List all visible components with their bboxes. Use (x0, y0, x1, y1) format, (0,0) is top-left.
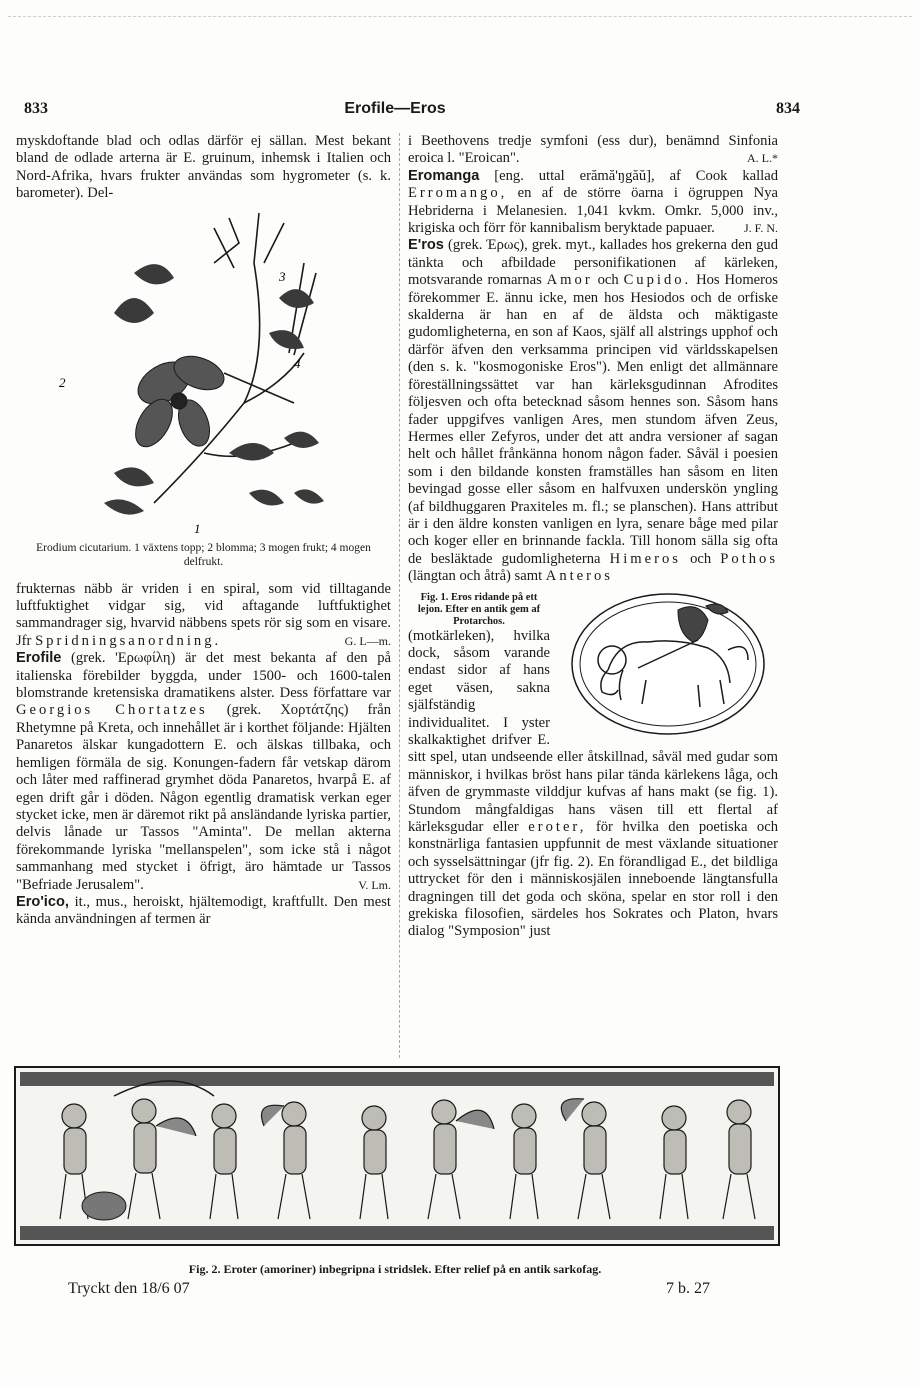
plant-label-4: 4 (293, 355, 300, 371)
signature-mark: 7 b. 27 (666, 1280, 710, 1297)
signature-jfn: J. F. N. (743, 221, 778, 236)
headword-eros: E'ros (408, 237, 444, 254)
page-number-left: 833 (24, 100, 48, 117)
erodium-illustration (54, 203, 354, 539)
headword-erofile: Erofile (16, 650, 62, 667)
signature-al: A. L.* (747, 151, 778, 166)
left-column (16, 133, 391, 929)
headword-eroico: Ero'ico, (16, 893, 69, 910)
eros-lion-gem-illustration (568, 590, 768, 738)
author-name: Georgios Chortatzes (16, 702, 208, 719)
running-title: Erofile—Eros (344, 100, 446, 117)
plant-caption: Erodium cicutarium. 1 växtens topp; 2 blomma; 3 mogen frukt; 4 mogen delfrukt. (36, 541, 371, 568)
erodium-paragraph-2: frukternas näbb är vriden i en spiral, som vid tilltagande luftfuktighet vidgar sig, vid aftagande luftfuktighet sammandrager sig, hvarvid näbbens spets rör sig som en visare. Jfr Spridningsanordning. G. L—m. (16, 580, 391, 649)
erromango-name: Erromango, (408, 185, 508, 202)
fig2-caption: Fig. 2. Eroter (amoriner) inbegripna i stridslek. Efter relief på en antik sarkofag. (188, 1262, 602, 1276)
headword-eromanga: Eromanga (408, 167, 480, 184)
plant-label-1: 1 (193, 520, 200, 536)
print-date: Tryckt den 18/6 07 (68, 1280, 190, 1297)
plant-label-2: 2 (58, 374, 65, 390)
cross-reference[interactable]: Spridningsanordning. (35, 632, 222, 649)
eroter-relief-illustration (14, 1066, 780, 1246)
eroico-entry: Ero'ico, it., mus., heroiskt, hjältemodigt, kraftfullt. Den mest kända användningen af termen är (16, 893, 391, 928)
plant-label-3: 3 (278, 268, 285, 284)
fig1-caption: Fig. 1. Eros ridande på ett lejon. Efter en antik gem af Protarchos. (417, 591, 541, 627)
top-rule (8, 16, 912, 17)
eroico-continued: i Beethovens tredje symfoni (ess dur), benämnd Sinfonia eroica l. "Eroican". A. L.* (408, 133, 778, 167)
column-divider (399, 133, 400, 1058)
page-number-right: 834 (776, 100, 800, 117)
signature-glm: G. L—m. (344, 633, 391, 648)
eros-entry: E'ros (grek. Έρως), grek. myt., kallades hos grekerna den gud tänkta och afbildade personifikationen af kärleken, motsvarande romarnas Amor och Cupido. Hos Homeros förekommer E. ännu icke, men hos Hesiodos och de orfiske skalderna är han en af de äldsta och mäktigaste gudomligheterna, en son af Kaos, själf all alstrings upphof och därför äfven den verksamma principen vid världsskapelsen (den s. k. "kosmogoniske Eros"). Men enligt det allmännare föreställningssättet var han kärleksgudinnan Afrodites följesven och ofta betecknad såsom hennes son. Såsom hans fader uppgifves vanligen Ares, men stundom äfven Zeus, Hermes eller Zefyros, under det att andra versioner af sagan helt och hållet frånkänna honom någon fader. Såväl i poesien som i den bildande konsten framställes han såsom en liten bevingad gosse eller såsom en halfvuxen underskön yngling (af bildhuggaren Praxiteles m. fl.; se planschen). Hans attribut är i den äldre konsten vanligen en lyra, senare båge med pilar och koger eller en brinnande fackla. Till honom sälla sig ofta de besläktade gudomligheterna Himeros och Pothos (längtan och åtrå) samt Anteros (408, 237, 778, 585)
right-column: i Beethovens tredje symfoni (ess dur), benämnd Sinfonia eroica l. "Eroican". A. L.* Eromanga [eng. uttal erămă'ŋgăŭ], af Cook kallad Erromango, en af de större öarna i ögruppen Nya Hebriderna i Melanesien. 1,041 kvkm. Omkr. 5,000 inv., krigiska och förr för kannibalism beryktade papuaer. J. F. N. E'ros (grek. Έρως), grek. myt., kallades hos grekerna den gud tänkta och afbildade personifikationen af kärleken, motsvarande romarnas Amor och Cupido. Hos Homeros förekommer E. ännu icke, men hos Hesiodos och de orfiske skalderna är han en af de äldsta och mäktigaste gudomligheterna, en son af Kaos, själf all alstrings upphof och därför äfven den verksamma principen vid världsskapelsen (den s. k. "kosmogoniske Eros"). Men enligt det allmännare föreställningssättet var han kärleksgudinnan Afrodites följesven och ofta betecknad såsom hennes son. Såsom hans fader uppgifves vanligen Ares, men stundom äfven Zeus, Hermes eller Zefyros, under det att andra versioner af sagan helt och hållet frånkänna honom någon fader. Såväl i poesien som i den bildande konsten framställes han såsom en liten bevingad gosse eller såsom en halfvuxen underskön yngling (af bildhuggaren Praxiteles m. fl.; se planschen). Hans attribut är i den äldre konsten vanligen en lyra, senare båge med pilar och koger eller en brinnande fackla. Till honom sälla sig ofta de besläktade gudomligheterna Himeros och Pothos (längtan och åtrå) samt Anteros Fig. 1. Eros ridande på ett lejon. Efter en antik gem af Protarchos. (motkärleken), hvilka dock, såsom varande endast sidor af hans eget väsen, sakna själfständig individualitet. I yster skalkaktighet drifver E. sitt spel, utan undseende eller åtskillnad, såväl med gudar som människor, i hvilkas bröst hans pilar tända kärlekens låga, och äfven de grymmaste vilddjur kufvas af hans makt (se fig. 1). Stundom mångfaldigas hans väsen till ett flertal af kärleksgudar eller eroter, för hvilka den poetiska och konstnärliga fantasien uppfunnit de mest växlande situationer och sysselsättningar (jfr fig. 2). En förandligad E., det bildliga uttrycket för den i människosjälen inneboende längtansfulla dragningen till det goda och sköna, spelar en stor roll i den grekiska filosofien, särdeles hos Sokrates och Platon, hvars dialog "Symposion" just (408, 133, 779, 940)
signature-vlm: V. Lm. (358, 877, 391, 892)
erodium-continued: myskdoftande blad och odlas därför ej sällan. Mest bekant bland de odlade arterna är E. gruinum, inhemsk i Italien och Nord-Afrika, hvars frukter användas som hygrometer (s. k. barometer). Del- (16, 133, 391, 202)
erofile-entry: Erofile (grek. 'Ερωφίλη) är det mest bekanta af den på italienska förebilder byggda, under 1500- och 1600-talen blomstrande kretensiska dramatikens alster. Dess författare var Georgios Chortatzes (grek. Χορτάτζης) från Rhetymne på Kreta, och innehållet är i korthet följande: Hjälten Panaretos älskar kungadottern E. och älskas tillbaka, och hemligen förmäla de sig. Konungen-fadern får vetskap därom och låter med raffinerad grymhet döda Panaretos, hvarpå E. af egen drift går i döden. Någon egentlig dramatisk verkan eger stycket icke, men är däremot rikt på ansländande lyriska partier, delvis lånade ur Tassos "Aminta". De mellan akterna förekommande lyriska "mellanspelen", som icke stå i något sammanhang med stycket i öfrigt, äro hämtade ur Tassos "Befriade Jerusalem". V. Lm. (16, 650, 392, 893)
eromanga-entry: Eromanga [eng. uttal erămă'ŋgăŭ], af Cook kallad Erromango, en af de större öarna i ögruppen Nya Hebriderna i Melanesien. 1,041 kvkm. Omkr. 5,000 inv., krigiska och förr för kannibalism beryktade papuaer. J. F. N. (408, 167, 778, 237)
fig1-container (558, 590, 778, 738)
